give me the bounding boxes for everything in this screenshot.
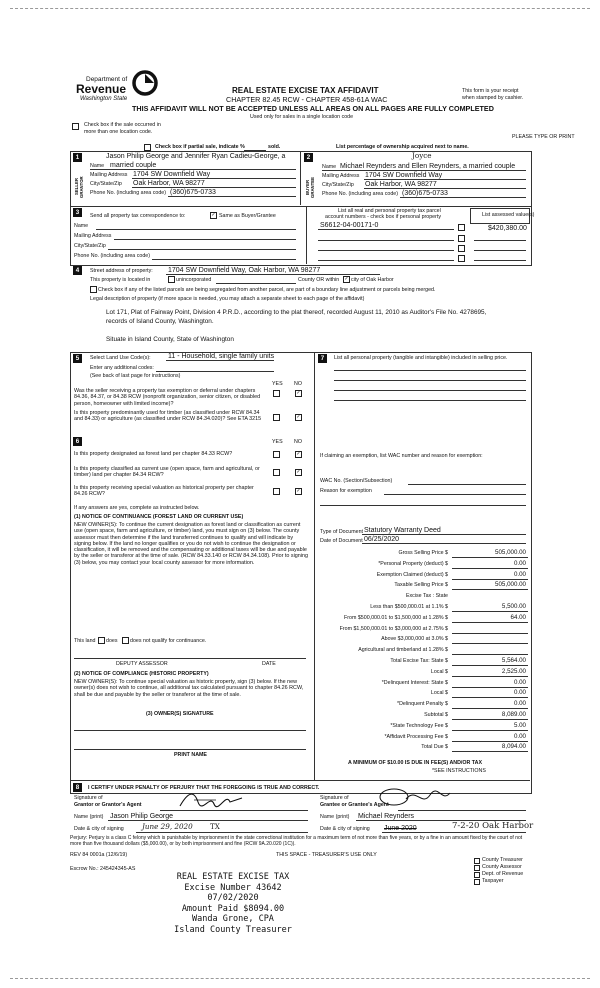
grantor-sig-line	[160, 810, 308, 811]
copy-label: County Treasurer	[482, 857, 523, 863]
this-land: This land	[74, 638, 96, 644]
section-3-number: 3	[73, 208, 82, 217]
does-label: does	[106, 638, 118, 644]
located-label: This property is located in	[90, 277, 151, 283]
buyer-phone-line	[400, 197, 526, 198]
s6-q1-no[interactable]: ✓	[296, 451, 301, 457]
tax-row-line	[452, 622, 528, 623]
treasurer-stamp	[148, 872, 318, 935]
tax-row-value[interactable]: 8,094.00	[501, 743, 526, 751]
s6-q3-yes[interactable]	[273, 488, 280, 495]
partial-sale-label: Check box if partial sale, indicate %	[155, 144, 245, 150]
doc-type-line	[362, 534, 526, 535]
s6-q1-yes[interactable]	[273, 451, 280, 458]
receipt-note-1: This form is your receipt	[462, 88, 519, 94]
tax-row-label: Gross Selling Price $	[398, 550, 448, 556]
tax-row-line	[452, 665, 528, 666]
page-bottom-edge	[10, 978, 590, 979]
grantor-mark: TX	[210, 822, 220, 831]
tax-row-value[interactable]: 0.00	[513, 732, 526, 740]
section-divider	[300, 151, 301, 205]
multi-location-checkbox[interactable]	[72, 123, 79, 130]
tax-row-value[interactable]: 0.00	[513, 678, 526, 686]
street-address[interactable]: 1704 SW Downfield Way, Oak Harbor, WA 98277	[168, 267, 321, 274]
assessed-line-4	[474, 260, 526, 261]
seller-address-label: Mailing Address	[90, 172, 128, 178]
additional-codes: Enter any additional codes:	[90, 365, 154, 371]
reason-line-1[interactable]	[384, 494, 526, 495]
seller-name-label: Name	[90, 163, 105, 169]
doc-date[interactable]: 06/25/2020	[364, 536, 400, 543]
tax-row-label: Local $	[430, 668, 448, 675]
grantee-name[interactable]: Michael Reynders	[358, 813, 415, 820]
escrow-number: Escrow No.: 245424345-AS	[70, 866, 136, 872]
tax-row-label: *Delinquent Interest: State $	[381, 679, 448, 686]
minimum-fee: A MINIMUM OF $10.00 IS DUE IN FEE(S) AND/OR TAX	[348, 760, 483, 766]
s5-question-2: Is this property predominantly used for timber (as classified under RCW 84.34 and 84.33) or agriculture (as classified under RCW 84.34.020)? See ETA 3215	[74, 410, 262, 423]
s6-question-2: Is this property classified as current use (open space, farm and agricultural, or timber) land per chapter 84.34 RCW?	[74, 466, 260, 479]
legal-line-2: records of Island County, Washington.	[106, 318, 214, 325]
tax-row-label: Subtotal $	[424, 712, 448, 718]
personal-property-checkbox-3[interactable]	[458, 245, 465, 252]
personal-property-checkbox-2[interactable]	[458, 235, 465, 242]
grantor-sig-label-1: Signature of	[74, 795, 103, 801]
sold-label: sold.	[268, 144, 281, 150]
personal-line-3[interactable]	[334, 390, 526, 391]
stamp-line-4: Amount Paid $8094.00	[181, 903, 285, 914]
s6-q2-no[interactable]: ✓	[296, 469, 301, 475]
form-title: REAL ESTATE EXCISE TAX AFFIDAVIT	[232, 86, 379, 95]
tax-row-label: Total Due $	[421, 744, 448, 751]
land-use-code[interactable]: 11 - Household, single family units	[168, 353, 275, 360]
section-8-top	[70, 780, 530, 781]
see-back: (See back of last page for instructions)	[90, 373, 181, 379]
seller-phone[interactable]: (360)675-0733	[170, 189, 216, 196]
tax-row-label: Agricultural and timberland at 1.28% $	[358, 647, 448, 654]
owner-signature-label: (3) OWNER(S) SIGNATURE	[146, 711, 214, 717]
additional-line[interactable]	[156, 371, 274, 372]
doc-date-label: Date of Document	[320, 538, 363, 544]
historic-text: NEW OWNER(S): To continue special valuation as historic property, sign (3) below. If the new owner(s) does not wish to continue, all additional tax calculated pursuant to chapter 84.26 RCW, shall be due and payable by the seller or transferor at the time of sale.	[74, 679, 304, 698]
buyer-side-label: BUYER GRANTEE	[305, 176, 315, 198]
exemption-label: If claiming an exemption, list WAC number and reason for exemption:	[320, 453, 483, 459]
tax-row-line	[452, 697, 528, 698]
buyer-address-label: Mailing Address	[322, 173, 360, 179]
s5-question-1: Was the seller receiving a property tax exemption or deferral under chapters 84.36, 84.37, or 84.38 RCW (nonprofit organization, senior citizen, or disabled person, homeowner with limited income)?	[74, 388, 261, 407]
assessor-date: DATE	[262, 661, 276, 667]
grantor-sig-label-2: Grantor or Grantor's Agent	[74, 802, 142, 808]
tax-row-value[interactable]: 505,000.00	[495, 581, 526, 589]
tax-row-label: From $500,000.01 to $1,500,000 at 1.28% $	[344, 614, 448, 621]
grantee-name-print-label: Name (print)	[320, 814, 350, 820]
land-use-line	[166, 360, 274, 361]
seller-phone-line	[168, 196, 296, 197]
s3-phone-label: Phone No. (including area code)	[74, 253, 150, 259]
tax-row-label: From $1,500,000.01 to $3,000,000 at 2.75% $	[339, 625, 448, 632]
seller-city[interactable]: Oak Harbor, WA 98277	[133, 180, 205, 187]
tax-row-line	[452, 643, 528, 644]
parcel-number[interactable]: S6612-04-00171-0	[320, 222, 379, 229]
owner-signature-line[interactable]	[74, 730, 306, 731]
tax-row-value[interactable]: 64.00	[510, 613, 526, 621]
seller-side-label: SELLER GRANTOR	[74, 176, 84, 198]
doc-type-label: Type of Document	[320, 529, 363, 535]
city-of-label: city of Oak Harbor	[351, 277, 394, 283]
assessed-label: List assessed value(s)	[482, 212, 535, 218]
tax-row-value[interactable]: 0.00	[513, 689, 526, 697]
tax-row-line	[452, 708, 528, 709]
tax-row-label: Excise Tax : State	[405, 593, 448, 600]
city-checkbox[interactable]: ✓	[344, 276, 349, 282]
does-not-label: does not qualify for continuance.	[130, 638, 207, 644]
page-edge	[10, 8, 590, 9]
type-or-print: PLEASE TYPE OR PRINT	[512, 134, 575, 140]
section-1-number: 1	[73, 153, 82, 162]
continuance-title: (1) NOTICE OF CONTINUANCE (FOREST LAND OR CURRENT USE)	[74, 514, 244, 520]
tax-row-line	[452, 719, 528, 720]
stamp-line-6: Island County Treasurer	[174, 924, 292, 935]
s5-yes: YES	[272, 381, 283, 387]
list-personal-label: List all personal property (tangible and intangible) included in selling price.	[334, 355, 508, 361]
s5-q2-no[interactable]: ✓	[296, 414, 301, 420]
legal-label: Legal description of property (if more space is needed, you may attach a separate sheet to each page of the affidavit)	[90, 296, 365, 302]
copy-label: Dept. of Revenue	[482, 871, 524, 877]
seller-phone-label: Phone No. (including area code)	[90, 190, 166, 196]
reason-line-2[interactable]	[320, 505, 526, 506]
tax-row-line	[452, 741, 528, 742]
tax-row-value[interactable]: 5.00	[513, 721, 526, 729]
unincorporated-label: unincorporated	[176, 277, 212, 283]
stamp-line-1: REAL ESTATE EXCISE TAX	[176, 872, 290, 882]
s3-city-label: City/State/Zip	[74, 243, 106, 249]
s3-name-label: Name	[74, 223, 89, 229]
buyer-address-line	[364, 179, 526, 180]
segregated-label: Check box if any of the listed parcels are being segregated from another parcel, are part of a boundary line adjustment or parcels being merged.	[98, 287, 436, 293]
tax-row-value[interactable]: 5,564.00	[501, 657, 526, 664]
grantor-date[interactable]: June 29, 2020	[142, 822, 193, 831]
grantor-name[interactable]: Jason Philip George	[110, 813, 174, 820]
s6-q3-no[interactable]: ✓	[296, 488, 301, 494]
seller-address-line	[132, 178, 296, 179]
seller-name: Jason Philip George and Jennifer Ryan Cadieu-George, a	[106, 153, 286, 160]
seller-city-label: City/State/Zip	[90, 181, 122, 187]
section-7-number: 7	[318, 354, 327, 363]
tax-row-value[interactable]: 8,089.00	[501, 711, 526, 718]
tax-row-label: *Affidavit Processing Fee $	[384, 733, 448, 740]
historic-title: (2) NOTICE OF COMPLIANCE (HISTORIC PROPERTY)	[74, 671, 209, 677]
grantee-date-label: Date & city of signing	[320, 826, 370, 832]
tax-row-value[interactable]: 5,500.00	[501, 603, 526, 610]
tax-row-label: *Personal Property (deduct) $	[378, 560, 448, 567]
continuance-text: NEW OWNER(S): To continue the current designation as forest land or classification as current use (open space, farm and agriculture, or timber) land, you must sign on (3) below. The county assessor must then determine if the land transferred continues to qualify and will indicate by signing below. If the land no longer qualifies or you do not wish to continue the designation or classification, it will be removed and the compensating or additional taxes will be due and payable by the seller or transferor at the time of sale. (RCW 84.33.140 or RCW 84.34.108). Prior to signing (3) below, you may contact your local county assessor for more information.	[74, 522, 308, 566]
parcel-line-2	[318, 240, 454, 241]
list-all-2: account numbers - check box if personal property	[325, 214, 442, 220]
land-use-label: Select Land Use Code(s):	[90, 355, 151, 361]
dept-line2: Revenue	[76, 82, 127, 96]
form-chapter: CHAPTER 82.45 RCW - CHAPTER 458-61A WAC	[226, 95, 388, 104]
tax-row-label: Taxable Selling Price $	[394, 582, 448, 589]
section-2-number: 2	[304, 153, 313, 162]
dept-line1: Department of	[86, 76, 128, 83]
county-or-city: County OR within	[298, 277, 340, 283]
perjury-notice: Perjury: Perjury is a class C felony which is punishable by imprisonment in the state correctional institution for a maximum term of not more than five years, or by a fine in an amount fixed by the court of not more than five thousand dollars ($5,000.00), or by both imprisonment and fine (RCW 9A.20.020 (1C)).	[70, 835, 523, 847]
section-8-number: 8	[73, 783, 82, 792]
seller-name-2: married couple	[110, 162, 157, 169]
tax-row-line	[452, 687, 528, 688]
street-line	[166, 274, 380, 275]
doc-type[interactable]: Statutory Warranty Deed	[364, 527, 441, 534]
tax-row-label: Above $3,000,000 at 3.0% $	[381, 636, 448, 643]
doc-date-line	[362, 543, 526, 544]
buyer-phone-label: Phone No. (including area code)	[322, 191, 398, 197]
print-name-line[interactable]	[74, 749, 306, 750]
copy-checkbox[interactable]	[474, 865, 480, 871]
seller-address[interactable]: 1704 SW Downfield Way	[133, 171, 211, 178]
section-5-number: 5	[73, 354, 82, 363]
grantor-date-label: Date & city of signing	[74, 826, 124, 832]
assessed-line-3	[474, 250, 526, 251]
grantee-handwritten-date: 7-2-20 Oak Harbor	[452, 821, 534, 831]
grantee-sig-label-1: Signature of	[320, 795, 349, 801]
tax-row-line	[452, 611, 528, 612]
receipt-note-2: when stamped by cashier.	[462, 95, 524, 101]
s5-q1-yes[interactable]	[273, 390, 280, 397]
buyer-name-label: Name	[322, 164, 337, 170]
does-checkbox[interactable]	[98, 637, 105, 644]
grantee-signature[interactable]	[372, 785, 452, 811]
personal-property-checkbox-4[interactable]	[458, 255, 465, 262]
personal-property-checkbox-1[interactable]	[458, 224, 465, 231]
tax-row-label: Less than $500,000.01 at 1.1% $	[370, 604, 448, 610]
tax-row-label: *State Technology Fee $	[390, 722, 448, 729]
used-only: Used only for sales in a single location code	[250, 114, 354, 120]
stamp-line-3: 07/02/2020	[207, 893, 259, 903]
s5-q2-yes[interactable]	[273, 414, 280, 421]
grantor-signature[interactable]	[176, 788, 246, 812]
buyer-city-label: City/State/Zip	[322, 182, 354, 188]
personal-line-4[interactable]	[334, 400, 526, 401]
tax-row-line	[452, 633, 528, 634]
copy-checkbox[interactable]	[474, 872, 480, 878]
grantee-date-line	[382, 832, 526, 833]
buyer-name[interactable]: Michael Reynders and Ellen Reynders, a married couple	[340, 163, 516, 170]
s5-no: NO	[294, 381, 302, 387]
s6-no: NO	[294, 439, 302, 445]
s6-yes: YES	[272, 439, 283, 445]
partial-sale-checkbox[interactable]	[144, 144, 151, 151]
tax-row-label: Exemption Claimed (deduct) $	[376, 571, 448, 578]
s6-question-3: Is this property receiving special valuation as historical property per chapter 84.26 RCW?	[74, 485, 254, 498]
copy-checkbox[interactable]	[474, 879, 480, 885]
buyer-city-line	[364, 188, 526, 189]
s6-question-1: Is this property designated as forest land per chapter 84.33 RCW?	[74, 451, 233, 457]
assessor-line[interactable]	[74, 658, 306, 659]
section-6-number: 6	[73, 437, 82, 446]
s3-address-label: Mailing Address	[74, 233, 112, 239]
s3-address-line[interactable]	[114, 239, 296, 240]
wac-line[interactable]	[408, 484, 526, 485]
county-line	[216, 283, 296, 284]
list-all-1: List all real and personal property tax parcel	[338, 208, 441, 214]
seller-name-line	[90, 169, 296, 170]
print-name-label: PRINT NAME	[174, 752, 207, 758]
send-correspondence-label: Send all property tax correspondence to:	[90, 213, 186, 219]
buyer-city[interactable]: Oak Harbor, WA 98277	[365, 181, 437, 188]
tax-row-label: Total Excise Tax: State $	[390, 658, 448, 664]
tax-row-label: *Delinquent Penalty $	[397, 701, 448, 708]
tax-row-value[interactable]: 505,000.00	[495, 549, 526, 556]
s3-divider	[306, 206, 307, 264]
certify-label: I CERTIFY UNDER PENALTY OF PERJURY THAT THE FOREGOING IS TRUE AND CORRECT.	[88, 785, 320, 791]
check-multi-2: more than one location code.	[84, 129, 153, 135]
seller-city-line	[132, 187, 296, 188]
legal-line-3: Situate in Island County, State of Washington	[106, 336, 234, 343]
copy-label: County Assessor	[482, 864, 522, 870]
buyer-handwritten: Joyce	[412, 151, 432, 160]
tax-row-line	[452, 589, 528, 590]
personal-line-1[interactable]	[334, 370, 526, 371]
check-multi-1: Check box if the sale occurred in	[84, 122, 161, 128]
tax-row-value[interactable]: 2,525.00	[501, 667, 526, 675]
same-as-buyer-label: Same as Buyer/Grantee	[219, 213, 276, 219]
grantor-name-line	[108, 820, 308, 821]
tax-row-line	[452, 751, 528, 752]
buyer-phone[interactable]: (360)675-0733	[402, 190, 448, 197]
assessed-value[interactable]: $420,380.00	[488, 225, 527, 232]
assessed-line-2	[474, 240, 526, 241]
revenue-logo-icon	[132, 70, 158, 96]
personal-line-2[interactable]	[334, 380, 526, 381]
copy-label: Taxpayer	[482, 878, 504, 884]
tax-row-line	[452, 730, 528, 731]
s3-name-line[interactable]	[96, 229, 296, 230]
grantee-date[interactable]: June 2020	[384, 825, 417, 832]
see-instructions: *SEE INSTRUCTIONS	[432, 768, 486, 774]
dept-line3: Washington State	[80, 96, 128, 102]
wac-label: WAC No. (Section/Subsection)	[320, 478, 393, 484]
legal-line-1: Lot 171, Plat of Fairway Point, Division 4 P.R.D., according to the plat thereof, recorded August 11, 2010 as Auditor's File No. 4278695,	[106, 309, 487, 316]
grantee-sig-label-2: Grantee or Grantee's Agent	[320, 802, 389, 808]
reason-label: Reason for exemption	[320, 488, 372, 494]
tax-row-value[interactable]: 0.00	[513, 559, 526, 567]
tax-row-line	[452, 568, 528, 569]
s3-city-line[interactable]	[108, 249, 296, 250]
buyer-address[interactable]: 1704 SW Downfield Way	[365, 172, 443, 179]
s3-phone-line[interactable]	[152, 259, 296, 260]
tax-row-line	[452, 676, 528, 677]
tax-row-line	[452, 654, 528, 655]
deputy-assessor: DEPUTY ASSESSOR	[116, 661, 168, 667]
parcel-line-4	[318, 260, 454, 261]
s6-q2-yes[interactable]	[273, 469, 280, 476]
tax-row-value[interactable]: 0.00	[513, 700, 526, 708]
form-warning: THIS AFFIDAVIT WILL NOT BE ACCEPTED UNLESS ALL AREAS ON ALL PAGES ARE FULLY COMPLETED	[132, 104, 494, 113]
unincorporated-checkbox[interactable]	[168, 276, 175, 283]
s5-q1-no[interactable]: ✓	[296, 390, 301, 396]
stamp-line-2: Excise Number 43642	[184, 882, 282, 893]
parcel-line-1	[318, 229, 454, 230]
same-as-buyer-checkbox[interactable]: ✓	[211, 212, 216, 218]
list-pct-label: List percentage of ownership acquired next to name.	[336, 144, 469, 150]
tax-row-line	[452, 557, 528, 558]
buyer-name-line	[322, 170, 526, 171]
tax-row-label: Local $	[430, 690, 448, 697]
stamp-line-5: Wanda Grone, CPA	[192, 914, 274, 924]
grantee-sig-line	[398, 810, 526, 811]
section-4-number: 4	[73, 266, 82, 275]
if-yes: If any answers are yes, complete as instructed below.	[74, 505, 200, 511]
parcel-line-3	[318, 250, 454, 251]
tax-row-value[interactable]: 0.00	[513, 570, 526, 578]
segregated-checkbox[interactable]	[90, 286, 97, 293]
grantor-name-print-label: Name (print)	[74, 814, 104, 820]
rev-number: REV 84 0001a (12/6/19)	[70, 852, 128, 858]
does-not-checkbox[interactable]	[122, 637, 129, 644]
copy-checkbox[interactable]	[474, 858, 480, 864]
treasurer-only: THIS SPACE - TREASURER'S USE ONLY	[276, 852, 377, 858]
street-label: Street address of property:	[90, 268, 153, 274]
mid-divider	[314, 352, 315, 780]
grantor-date-line	[136, 832, 308, 833]
tax-row-line	[452, 579, 528, 580]
